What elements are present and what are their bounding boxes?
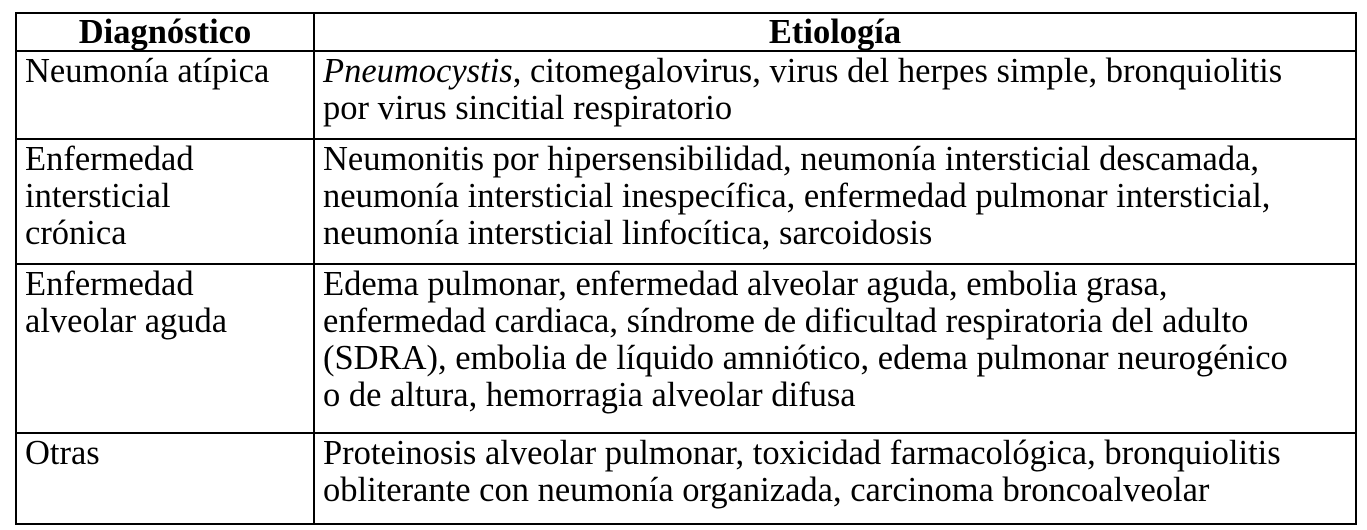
diagnosis-line: Enfermedad xyxy=(25,265,194,304)
etiology-cell xyxy=(314,139,1356,264)
etiology-line: Neumonitis por hipersensibilidad, neumonía intersticial descamada, xyxy=(323,139,1260,178)
etiology-line: obliterante con neumonía organizada, carcinoma broncoalveolar xyxy=(323,470,1210,509)
etiology-line: o de altura, hemorragia alveolar difusa xyxy=(323,376,856,415)
diagnosis-line: intersticial xyxy=(25,176,171,215)
etiology-cell xyxy=(314,264,1356,433)
etiology-cell xyxy=(314,433,1356,524)
etiology-line: enfermedad cardiaca, síndrome de dificultad respiratoria del adulto xyxy=(323,302,1249,341)
etiology-line: neumonía intersticial inespecífica, enfermedad pulmonar intersticial, xyxy=(323,176,1271,215)
etiology-line: neumonía intersticial linfocítica, sarcoidosis xyxy=(323,213,933,252)
table-row xyxy=(16,51,1356,139)
header-etiology: Etiología xyxy=(314,13,1356,51)
diagnosis-line: crónica xyxy=(25,213,127,252)
etiology-line: por virus sincitial respiratorio xyxy=(323,89,733,127)
etiology-italic-term: Pneumocystis xyxy=(323,52,513,90)
diagnosis-cell xyxy=(16,139,314,264)
diagnosis-line: alveolar aguda xyxy=(25,302,228,341)
diagnosis-etiology-table xyxy=(15,12,1357,525)
table-row xyxy=(16,264,1356,433)
etiology-line xyxy=(323,53,1347,90)
document-page xyxy=(15,12,1355,525)
table-row xyxy=(16,139,1356,264)
diagnosis-cell xyxy=(16,433,314,524)
etiology-line: Edema pulmonar, enfermedad alveolar aguda, embolia grasa, xyxy=(323,265,1168,304)
diagnosis-line: Otras xyxy=(25,433,100,472)
header-diagnosis: Diagnóstico xyxy=(16,13,314,51)
table-header-row xyxy=(16,13,1356,51)
etiology-line: Proteinosis alveolar pulmonar, toxicidad farmacológica, bronquiolitis xyxy=(323,433,1281,472)
etiology-line-text: , citomegalovirus, virus del herpes simple, bronquiolitis xyxy=(512,52,1283,90)
diagnosis-line: Enfermedad xyxy=(25,139,194,178)
table-row xyxy=(16,433,1356,524)
etiology-line: (SDRA), embolia de líquido amniótico, edema pulmonar neurogénico xyxy=(323,339,1288,378)
etiology-cell xyxy=(314,51,1356,139)
diagnosis-cell xyxy=(16,51,314,139)
diagnosis-line: Neumonía atípica xyxy=(25,52,270,90)
diagnosis-cell xyxy=(16,264,314,433)
